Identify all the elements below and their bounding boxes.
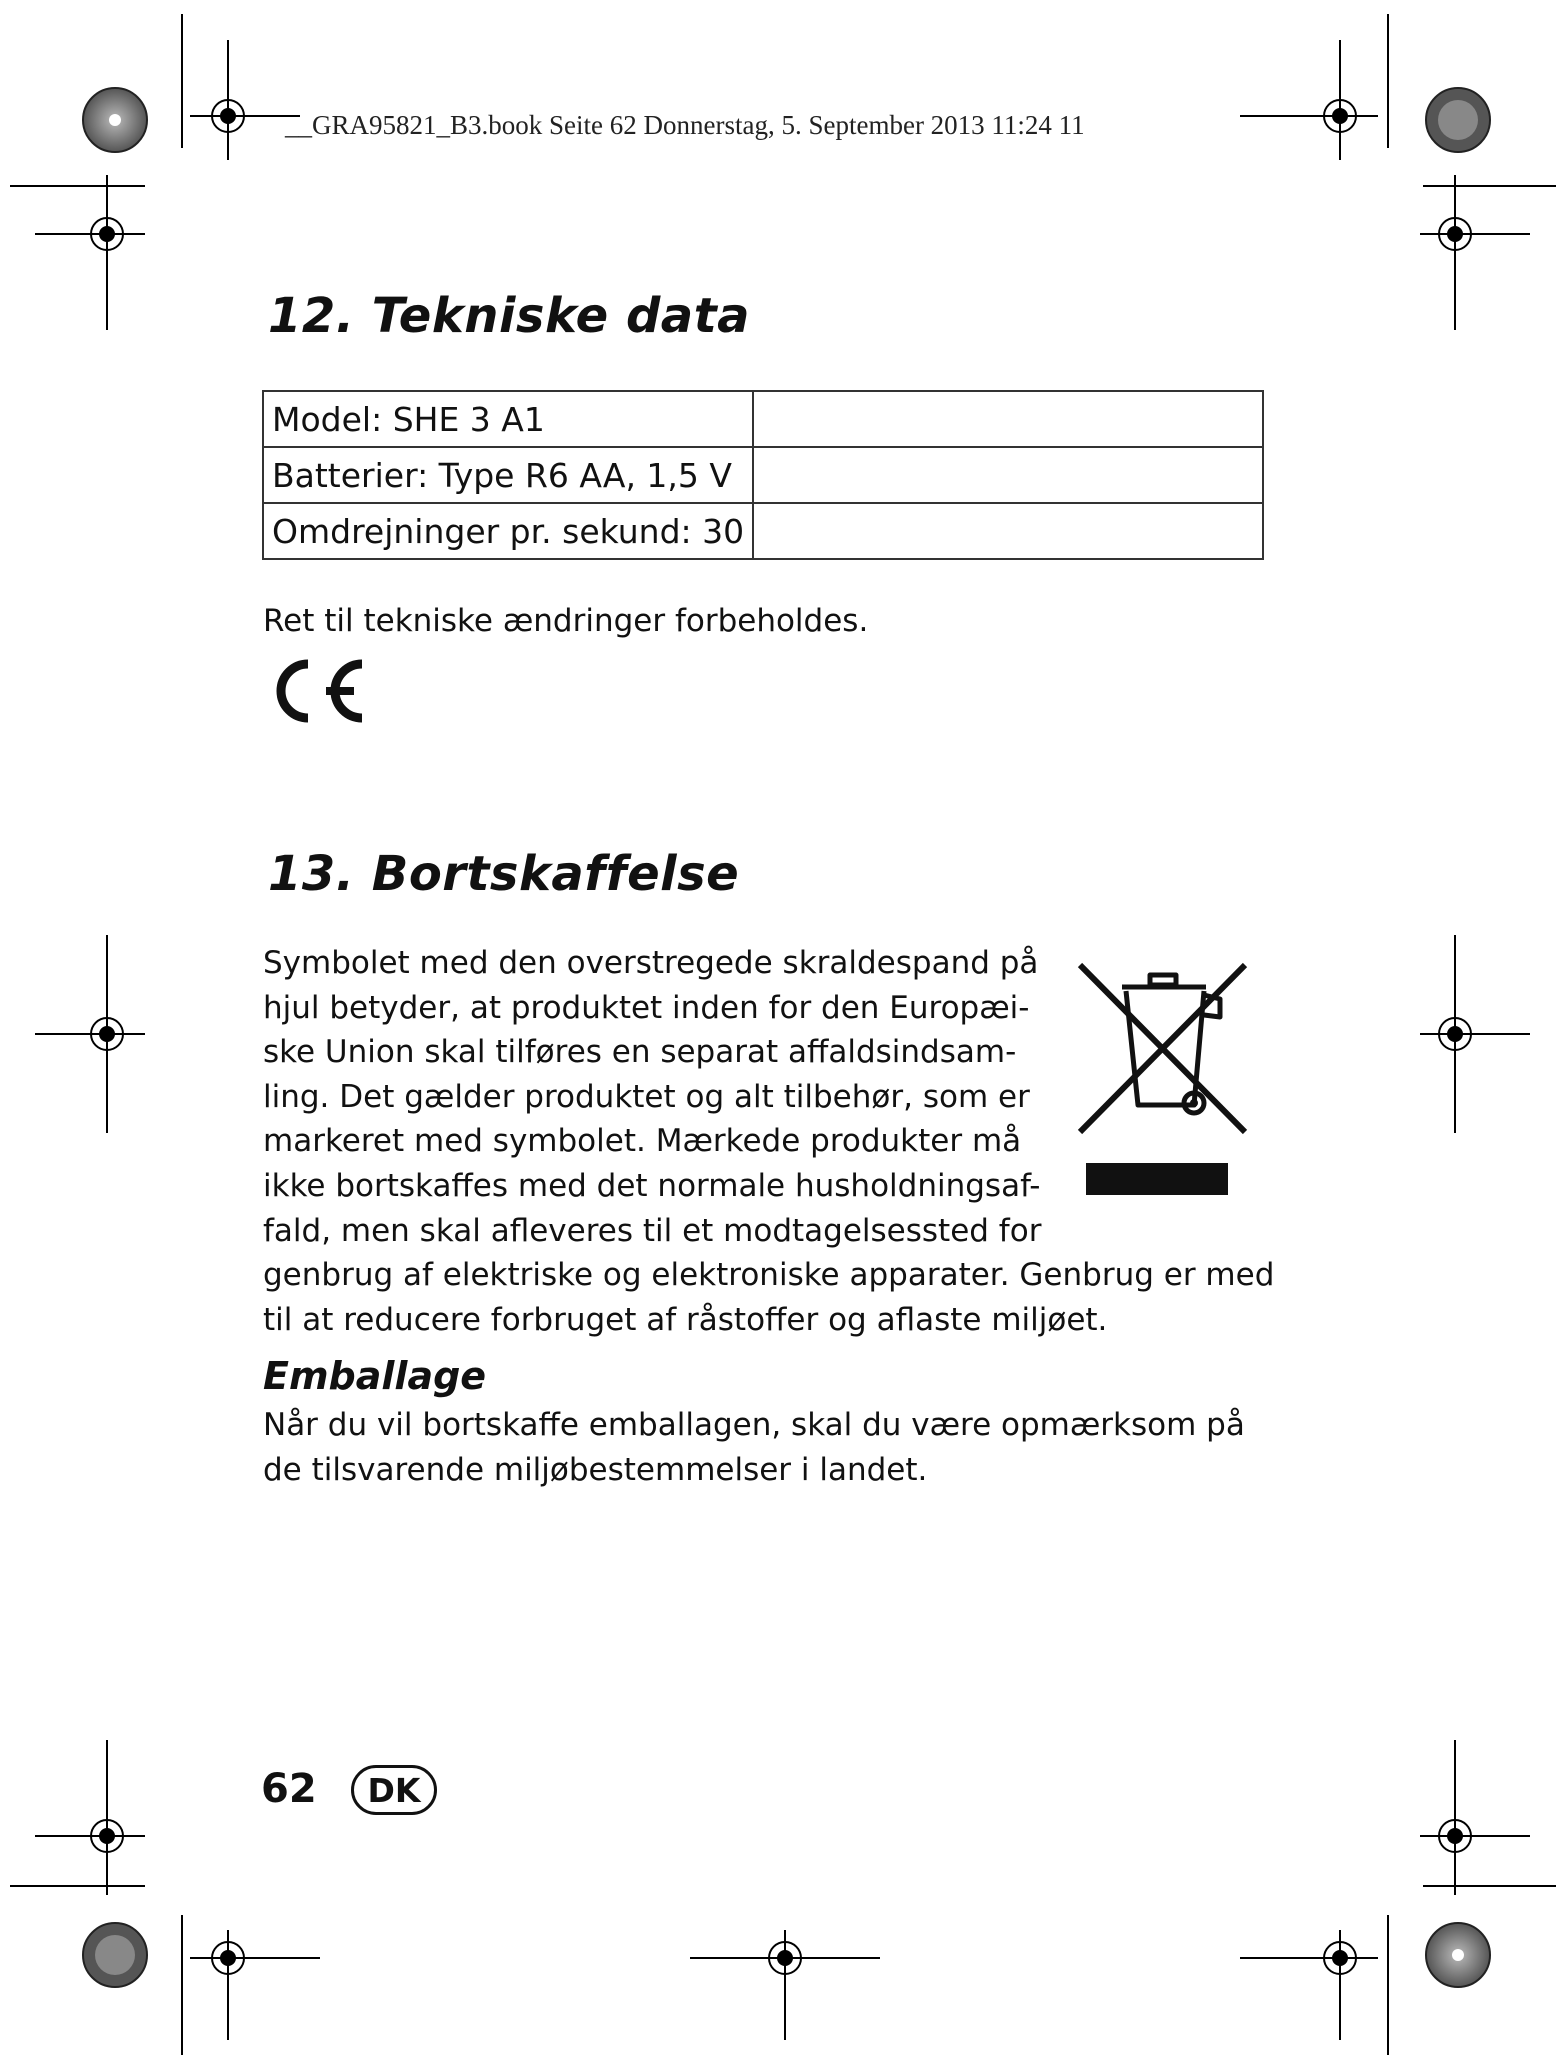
color-bar-dial-top-right [1426,88,1490,152]
registration-mark-left-upper [35,175,145,330]
registration-mark-right-lower [1420,1740,1530,1895]
paragraph-line: genbrug af elektriske og elektroniske apparater. Genbrug er med [263,1257,1275,1294]
registration-mark-bottom-center [690,1930,880,2040]
paragraph-line: til at reducere forbruget af råstoffer og aflaste miljøet. [263,1301,1108,1338]
paragraph-line: hjul betyder, at produktet inden for den Europæi- [263,989,1030,1026]
table-cell-label: Omdrejninger pr. sekund: 30 [263,503,753,559]
table-row [263,391,1263,447]
paragraph-line: markeret med symbolet. Mærkede produkter må [263,1123,1022,1160]
paragraph-line: Symbolet med den overstregede skraldespand på [263,945,1039,981]
table-cell-label: Batterier: Type R6 AA, 1,5 V [263,447,753,503]
registration-mark-top-right [1240,40,1378,160]
color-bar-dial-bottom-right [1426,1923,1490,1987]
paragraph-line: ling. Det gælder produktet og alt tilbehør, som er [263,1078,1030,1115]
registration-mark-left-middle [35,935,145,1133]
crossed-out-wheelie-bin-icon [1070,955,1255,1205]
registration-mark-left-lower [35,1740,145,1895]
paragraph-line: ske Union skal tilføres en separat affaldsindsam- [263,1034,1017,1071]
country-code-badge: DK [351,1765,437,1815]
table-row [263,503,1263,559]
table-cell-value [753,447,1263,503]
print-header-line: __GRA95821_B3.book Seite 62 Donnerstag, 5. September 2013 11:24 11 [285,110,1085,140]
technical-changes-note: Ret til tekniske ændringer forbeholdes. [263,603,869,639]
registration-mark-top-left [190,40,300,160]
packaging-paragraph [263,1403,1245,1492]
paragraph-line: ikke bortskaffes med det normale husholdningsaf- [263,1167,1041,1204]
registration-mark-right-upper [1420,175,1530,330]
table-cell-label: Model: SHE 3 A1 [263,391,753,447]
registration-mark-bottom-left [190,1930,320,2040]
packaging-subheading: Emballage [263,1354,487,1398]
technical-data-table [262,390,1264,560]
registration-mark-bottom-right [1240,1930,1378,2040]
color-bar-dial-bottom-left [83,1923,147,1987]
section-13-heading: 13. Bortskaffelse [268,846,740,902]
table-cell-value [753,391,1263,447]
section-12-heading: 12. Tekniske data [268,288,751,344]
ce-mark-icon [262,656,372,726]
table-row [263,447,1263,503]
table-cell-value [753,503,1263,559]
paragraph-line: fald, men skal afleveres til et modtagelsessted for [263,1212,1042,1249]
paragraph-line: de tilsvarende miljøbestemmelser i landet. [263,1451,928,1488]
paragraph-line: Når du vil bortskaffe emballagen, skal du være opmærksom på [263,1407,1245,1443]
page-number: 62 [261,1766,317,1812]
color-bar-dial-top-left [83,88,147,152]
registration-mark-right-middle [1420,935,1530,1133]
